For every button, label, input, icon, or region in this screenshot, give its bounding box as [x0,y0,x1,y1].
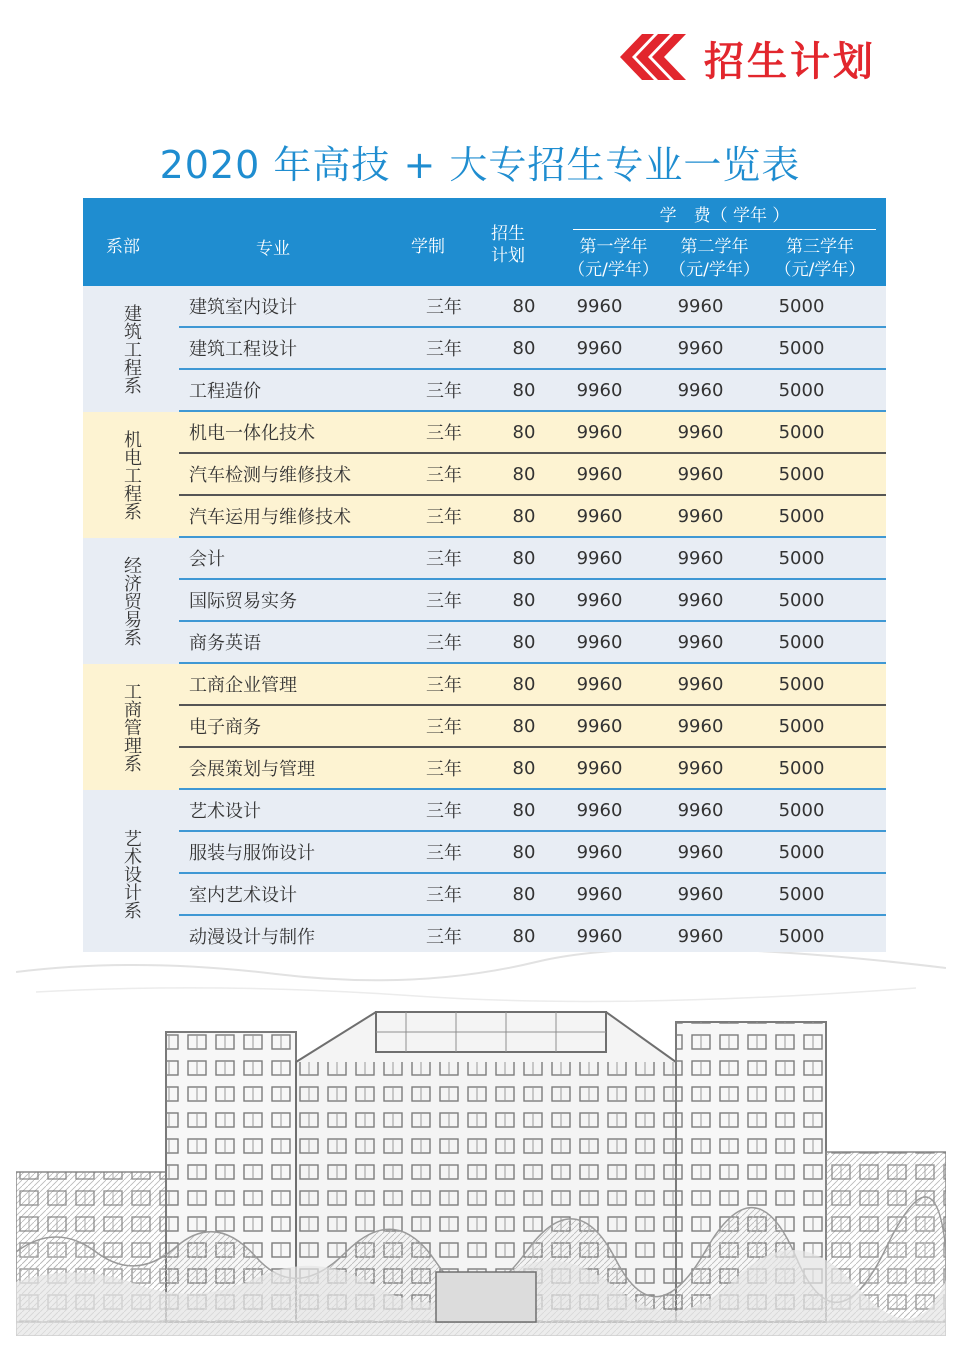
fee2-cell: 9960 [677,547,724,569]
header-major: 专业 [256,239,290,259]
years-cell: 三年 [426,423,462,444]
years-cell: 三年 [426,717,462,738]
plan-cell: 80 [512,337,536,359]
dept-group-economics [83,538,886,664]
major-cell: 电子商务 [189,717,261,738]
fee1-cell: 9960 [576,841,623,863]
triple-chevron-icon [612,34,686,80]
plan-cell: 80 [512,631,536,653]
header-fee2-line2: （元/学年） [669,260,760,280]
dept-group-business [83,664,886,790]
dept-group-art-design [83,790,886,958]
major-cell: 汽车检测与维修技术 [189,465,351,486]
fee2-cell: 9960 [677,883,724,905]
fee2-cell: 9960 [677,715,724,737]
fee3-cell: 5000 [778,463,825,485]
major-cell: 机电一体化技术 [189,423,315,444]
dept-name: 机电工程系 [121,430,142,520]
table-row [179,664,886,706]
major-cell: 建筑室内设计 [189,297,297,318]
fee1-cell: 9960 [576,673,623,695]
fee2-cell: 9960 [677,673,724,695]
major-cell: 室内艺术设计 [189,885,297,906]
fee2-cell: 9960 [677,757,724,779]
dept-name: 经济贸易系 [121,556,142,646]
campus-building-sketch [16,952,946,1336]
plan-cell: 80 [512,295,536,317]
years-cell: 三年 [426,843,462,864]
fee1-cell: 9960 [576,505,623,527]
fee3-cell: 5000 [778,337,825,359]
major-cell: 建筑工程设计 [189,339,297,360]
plan-cell: 80 [512,799,536,821]
fee2-cell: 9960 [677,421,724,443]
header-fee3-line1: 第三学年 [786,237,854,257]
dept-name: 艺术设计系 [121,829,142,919]
fee1-cell: 9960 [576,883,623,905]
header-dept: 系部 [106,237,140,257]
table-row [179,328,886,370]
major-cell: 工商企业管理 [189,675,297,696]
fee1-cell: 9960 [576,295,623,317]
plan-cell: 80 [512,505,536,527]
plan-cell: 80 [512,589,536,611]
fee2-cell: 9960 [677,463,724,485]
fee3-cell: 5000 [778,379,825,401]
header-fee1-line2: （元/学年） [568,260,659,280]
plan-cell: 80 [512,757,536,779]
major-cell: 工程造价 [189,381,261,402]
fee2-cell: 9960 [677,295,724,317]
table-row [179,790,886,832]
years-cell: 三年 [426,759,462,780]
dept-group-mechatronics [83,412,886,538]
major-cell: 会计 [189,549,225,570]
dept-name: 建筑工程系 [121,304,142,394]
plan-cell: 80 [512,463,536,485]
table-header [83,198,886,286]
table-row [179,580,886,622]
fee2-cell: 9960 [677,841,724,863]
table-row [179,370,886,412]
dept-name: 工商管理系 [121,682,142,772]
years-cell: 三年 [426,297,462,318]
years-cell: 三年 [426,801,462,822]
header-fee2-line1: 第二学年 [680,237,749,257]
plan-cell: 80 [512,547,536,569]
plan-cell: 80 [512,883,536,905]
table-row [179,832,886,874]
plan-cell: 80 [512,421,536,443]
fee1-cell: 9960 [576,379,623,401]
table-row [179,286,886,328]
fee2-cell: 9960 [677,589,724,611]
fee3-cell: 5000 [778,925,825,947]
fee1-cell: 9960 [576,757,623,779]
major-cell: 会展策划与管理 [189,759,315,780]
table-row [179,454,886,496]
fee3-cell: 5000 [778,799,825,821]
years-cell: 三年 [426,675,462,696]
fee3-cell: 5000 [778,547,825,569]
fee1-cell: 9960 [576,925,623,947]
plan-cell: 80 [512,673,536,695]
major-cell: 服装与服饰设计 [189,843,315,864]
header-plan-line1: 招生 [491,224,525,244]
fee1-cell: 9960 [576,589,623,611]
years-cell: 三年 [426,927,462,948]
fee2-cell: 9960 [677,925,724,947]
enrollment-table [83,198,886,958]
table-row [179,538,886,580]
years-cell: 三年 [426,549,462,570]
header-fee1-line1: 第一学年 [579,237,648,257]
table-row [179,874,886,916]
table-row [179,748,886,790]
table-row [179,622,886,664]
fee1-cell: 9960 [576,631,623,653]
plan-cell: 80 [512,841,536,863]
major-cell: 国际贸易实务 [189,591,297,612]
years-cell: 三年 [426,885,462,906]
fee3-cell: 5000 [778,589,825,611]
years-cell: 三年 [426,339,462,360]
fee2-cell: 9960 [677,631,724,653]
fee3-cell: 5000 [778,631,825,653]
major-cell: 艺术设计 [189,801,261,822]
years-cell: 三年 [426,381,462,402]
fee3-cell: 5000 [778,421,825,443]
fee1-cell: 9960 [576,715,623,737]
plan-cell: 80 [512,379,536,401]
years-cell: 三年 [426,591,462,612]
fee1-cell: 9960 [576,421,623,443]
major-cell: 动漫设计与制作 [189,927,315,948]
plan-cell: 80 [512,925,536,947]
major-cell: 商务英语 [189,633,261,654]
header-years: 学制 [411,237,445,257]
plan-cell: 80 [512,715,536,737]
fee3-cell: 5000 [778,295,825,317]
years-cell: 三年 [426,465,462,486]
fee3-cell: 5000 [778,757,825,779]
header-fee3-line2: （元/学年） [774,260,866,280]
table-row [179,496,886,538]
fee2-cell: 9960 [677,799,724,821]
fee2-cell: 9960 [677,379,724,401]
fee1-cell: 9960 [576,547,623,569]
fee2-cell: 9960 [677,337,724,359]
fee1-cell: 9960 [576,799,623,821]
fee1-cell: 9960 [576,463,623,485]
page-title: 2020 年高技 + 大专招生专业一览表 [159,143,801,187]
header-divider [573,229,876,230]
fee1-cell: 9960 [576,337,623,359]
section-title: 招生计划 [704,39,876,85]
header-fee-group: 学 费（ 学年 ） [659,206,790,226]
dept-group-architecture [83,286,886,412]
fee2-cell: 9960 [677,505,724,527]
fee3-cell: 5000 [778,841,825,863]
table-row [179,412,886,454]
fee3-cell: 5000 [778,505,825,527]
fee3-cell: 5000 [778,673,825,695]
header-plan-line2: 计划 [491,246,525,266]
fee3-cell: 5000 [778,715,825,737]
years-cell: 三年 [426,633,462,654]
major-cell: 汽车运用与维修技术 [189,507,351,528]
table-row [179,706,886,748]
years-cell: 三年 [426,507,462,528]
fee3-cell: 5000 [778,883,825,905]
